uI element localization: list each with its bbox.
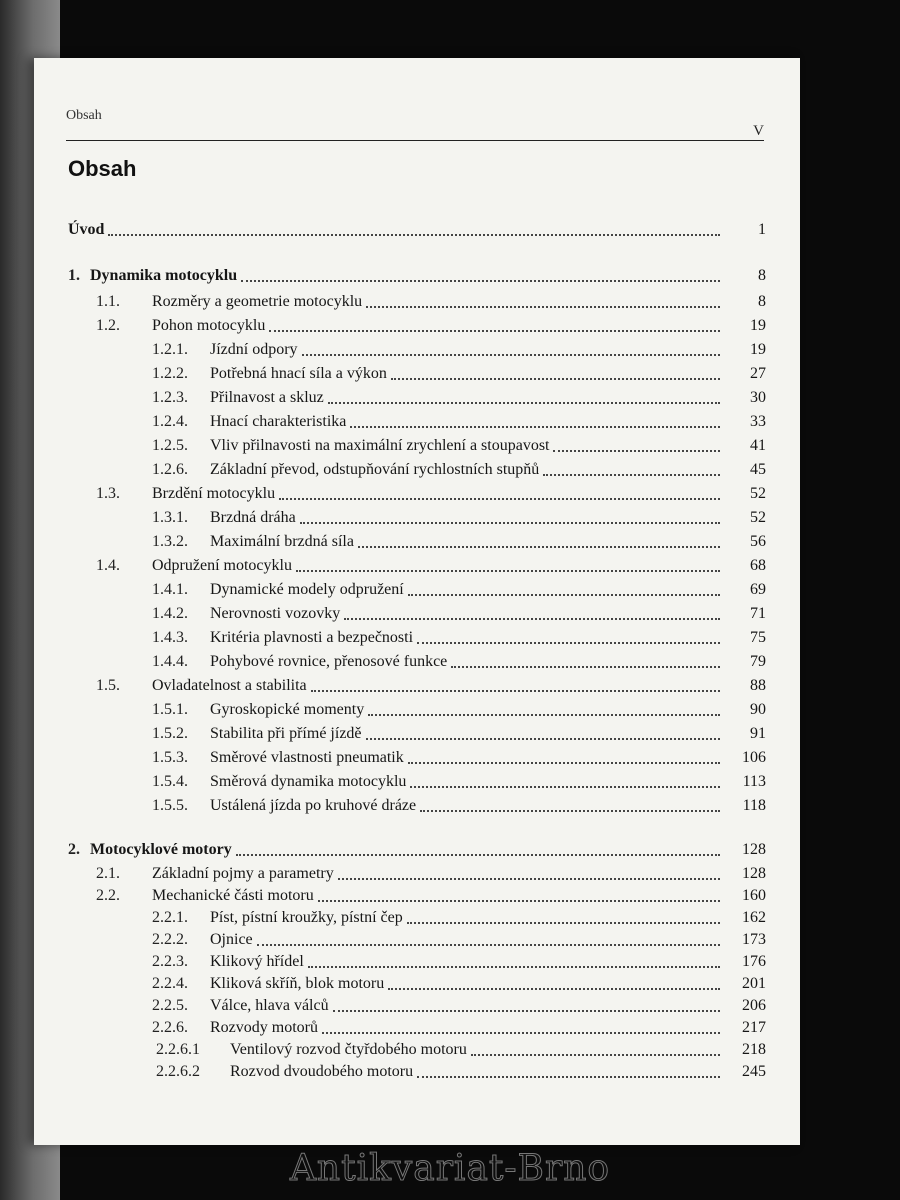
toc-entry-page: 160 <box>742 887 766 904</box>
dot-leader <box>236 854 720 856</box>
toc-entry-page: 218 <box>742 1041 766 1058</box>
dot-leader <box>338 878 720 880</box>
toc-entry-page: 162 <box>742 909 766 926</box>
toc-entry-number: 1.2.1. <box>152 341 188 358</box>
toc-entry[interactable] <box>34 1060 800 1082</box>
toc-entry-page: 52 <box>750 485 766 502</box>
toc-entry-label: Jízdní odpory <box>210 341 298 358</box>
toc-entry-number: 1.2.4. <box>152 413 188 430</box>
dot-leader <box>388 988 720 990</box>
toc-entry[interactable] <box>34 650 800 672</box>
toc-entry[interactable] <box>34 884 800 906</box>
toc-entry-label: Pohybové rovnice, přenosové funkce <box>210 653 448 670</box>
toc-entry-label: Vliv přilnavosti na maximální zrychlení a stoupavost <box>210 437 550 454</box>
toc-entry-label: Mechanické části motoru <box>152 887 314 904</box>
toc-entry-label: Nerovnosti vozovky <box>210 605 341 622</box>
toc-entry[interactable] <box>34 362 800 384</box>
toc-entry-page: 69 <box>750 581 766 598</box>
dot-leader <box>311 690 720 692</box>
dot-leader <box>300 522 720 524</box>
toc-entry-label: Úvod <box>68 221 105 238</box>
dot-leader <box>417 1076 720 1078</box>
toc-entry-label: Ustálená jízda po kruhové dráze <box>210 797 417 814</box>
toc-entry-page: 56 <box>750 533 766 550</box>
toc-entry[interactable] <box>34 746 800 768</box>
toc-entry[interactable] <box>34 290 800 312</box>
toc-entry[interactable] <box>34 722 800 744</box>
toc-entry-page: 206 <box>742 997 766 1014</box>
toc-entry-label: Kliková skříň, blok motoru <box>210 975 385 992</box>
toc-entry-page: 8 <box>758 293 766 310</box>
toc-entry-number: 2.2.3. <box>152 953 188 970</box>
toc-entry-page: 8 <box>758 267 766 284</box>
toc-entry[interactable] <box>34 698 800 720</box>
toc-entry-number: 2.2.6.1 <box>156 1041 200 1058</box>
toc-entry-page: 173 <box>742 931 766 948</box>
dot-leader <box>328 402 720 404</box>
toc-entry-number: 1.3.1. <box>152 509 188 526</box>
toc-entry[interactable] <box>34 264 800 286</box>
toc-entry-page: 217 <box>742 1019 766 1036</box>
toc-entry[interactable] <box>34 972 800 994</box>
dot-leader <box>417 642 720 644</box>
toc-entry-label: Motocyklové motory <box>90 841 232 858</box>
dot-leader <box>350 426 720 428</box>
toc-entry[interactable] <box>34 950 800 972</box>
toc-entry-page: 71 <box>750 605 766 622</box>
dot-leader <box>410 786 720 788</box>
toc-entry-page: 1 <box>758 221 766 238</box>
toc-entry-number: 1.2.5. <box>152 437 188 454</box>
toc-entry[interactable] <box>34 458 800 480</box>
toc-entry-label: Stabilita při přímé jízdě <box>210 725 362 742</box>
dot-leader <box>368 714 720 716</box>
toc-entry-page: 113 <box>742 773 766 790</box>
toc-entry[interactable] <box>34 482 800 504</box>
toc-entry[interactable] <box>34 626 800 648</box>
toc-entry-label: Klikový hřídel <box>210 953 304 970</box>
toc-entry-page: 128 <box>742 865 766 882</box>
toc-entry[interactable] <box>34 674 800 696</box>
toc-entry-label: Směrové vlastnosti pneumatik <box>210 749 404 766</box>
toc-entry[interactable] <box>34 862 800 884</box>
toc-entry-label: Rozvod dvoudobého motoru <box>230 1063 414 1080</box>
toc-entry-label: Maximální brzdná síla <box>210 533 354 550</box>
toc-entry-page: 118 <box>742 797 766 814</box>
dot-leader <box>391 378 720 380</box>
toc-entry-label: Dynamické modely odpružení <box>210 581 404 598</box>
toc-entry-page: 30 <box>750 389 766 406</box>
dot-leader <box>257 944 720 946</box>
toc-entry-page: 33 <box>750 413 766 430</box>
toc-entry-page: 45 <box>750 461 766 478</box>
toc-entry-label: Dynamika motocyklu <box>90 267 238 284</box>
toc-entry-label: Hnací charakteristika <box>210 413 347 430</box>
toc-entry-number: 1.5.2. <box>152 725 188 742</box>
toc-entry[interactable] <box>34 928 800 950</box>
toc-entry-page: 201 <box>742 975 766 992</box>
toc-entry-number: 1.2.2. <box>152 365 188 382</box>
dot-leader <box>366 306 720 308</box>
toc-entry-number: 1.4. <box>96 557 120 574</box>
running-header-title: Obsah <box>66 108 102 123</box>
toc-entry-page: 90 <box>750 701 766 718</box>
toc-entry-number: 2.2.2. <box>152 931 188 948</box>
toc-entry-label: Základní pojmy a parametry <box>152 865 334 882</box>
toc-entry-number: 1.5. <box>96 677 120 694</box>
toc-entry[interactable] <box>34 554 800 576</box>
toc-entry-label: Přilnavost a skluz <box>210 389 324 406</box>
toc-entry[interactable] <box>34 838 800 860</box>
dot-leader <box>302 354 720 356</box>
toc-entry-label: Rozměry a geometrie motocyklu <box>152 293 363 310</box>
dot-leader <box>296 570 720 572</box>
book-page <box>34 58 800 1145</box>
toc-entry-number: 2. <box>68 841 80 858</box>
toc-entry-number: 1.1. <box>96 293 120 310</box>
toc-entry-page: 88 <box>750 677 766 694</box>
toc-entry[interactable] <box>34 1038 800 1060</box>
toc-entry-label: Ovladatelnost a stabilita <box>152 677 307 694</box>
toc-entry-label: Ojnice <box>210 931 253 948</box>
toc-entry-page: 41 <box>750 437 766 454</box>
toc-entry-label: Válce, hlava válců <box>210 997 329 1014</box>
toc-entry[interactable] <box>34 578 800 600</box>
toc-entry[interactable] <box>34 602 800 624</box>
toc-entry[interactable] <box>34 218 800 240</box>
toc-entry-page: 176 <box>742 953 766 970</box>
toc-entry-page: 106 <box>742 749 766 766</box>
toc-entry[interactable] <box>34 314 800 336</box>
toc-entry-number: 2.1. <box>96 865 120 882</box>
watermark-text: Antikvariat-Brno <box>289 1148 611 1189</box>
toc-entry-page: 27 <box>750 365 766 382</box>
dot-leader <box>451 666 720 668</box>
toc-entry-number: 2.2.4. <box>152 975 188 992</box>
toc-entry[interactable] <box>34 794 800 816</box>
dot-leader <box>318 900 720 902</box>
toc-entry-label: Píst, pístní kroužky, pístní čep <box>210 909 403 926</box>
toc-entry-number: 1.5.5. <box>152 797 188 814</box>
dot-leader <box>543 474 720 476</box>
dot-leader <box>408 762 720 764</box>
toc-entry[interactable] <box>34 1016 800 1038</box>
dot-leader <box>471 1054 720 1056</box>
dot-leader <box>322 1032 720 1034</box>
toc-entry-number: 1.5.4. <box>152 773 188 790</box>
toc-entry-label: Rozvody motorů <box>210 1019 318 1036</box>
toc-entry-number: 1.4.3. <box>152 629 188 646</box>
toc-entry-page: 91 <box>750 725 766 742</box>
toc-entry-number: 2.2.5. <box>152 997 188 1014</box>
page-number-roman: V <box>753 123 764 139</box>
toc-entry-page: 19 <box>750 341 766 358</box>
toc-entry-number: 1.4.1. <box>152 581 188 598</box>
toc-entry-page: 79 <box>750 653 766 670</box>
toc-entry-label: Brzdění motocyklu <box>152 485 276 502</box>
dot-leader <box>344 618 720 620</box>
toc-entry[interactable] <box>34 530 800 552</box>
toc-entry[interactable] <box>34 434 800 456</box>
toc-entry-number: 2.2.6.2 <box>156 1063 200 1080</box>
dot-leader <box>408 594 720 596</box>
toc-entry[interactable] <box>34 410 800 432</box>
toc-entry[interactable] <box>34 386 800 408</box>
toc-entry-number: 2.2.6. <box>152 1019 188 1036</box>
toc-entry[interactable] <box>34 906 800 928</box>
toc-entry-number: 1. <box>68 267 80 284</box>
toc-entry-number: 2.2.1. <box>152 909 188 926</box>
dot-leader <box>108 234 720 236</box>
dot-leader <box>420 810 720 812</box>
toc-entry-label: Směrová dynamika motocyklu <box>210 773 407 790</box>
toc-entry-number: 1.2.3. <box>152 389 188 406</box>
toc-entry-number: 1.4.2. <box>152 605 188 622</box>
toc-entry-number: 1.4.4. <box>152 653 188 670</box>
toc-entry-label: Potřebná hnací síla a výkon <box>210 365 387 382</box>
toc-entry-number: 1.5.1. <box>152 701 188 718</box>
toc-entry-label: Kritéria plavnosti a bezpečnosti <box>210 629 414 646</box>
toc-entry-number: 1.3. <box>96 485 120 502</box>
toc-entry[interactable] <box>34 770 800 792</box>
dot-leader <box>553 450 720 452</box>
dot-leader <box>308 966 720 968</box>
toc-entry-label: Pohon motocyklu <box>152 317 266 334</box>
table-of-contents <box>34 58 800 1145</box>
dot-leader <box>333 1010 720 1012</box>
toc-entry-number: 1.5.3. <box>152 749 188 766</box>
toc-entry-number: 2.2. <box>96 887 120 904</box>
toc-entry[interactable] <box>34 994 800 1016</box>
page-title: Obsah <box>68 156 137 181</box>
dot-leader <box>366 738 720 740</box>
toc-entry-label: Brzdná dráha <box>210 509 296 526</box>
toc-entry-number: 1.3.2. <box>152 533 188 550</box>
toc-entry-label: Ventilový rozvod čtyřdobého motoru <box>230 1041 467 1058</box>
toc-entry-number: 1.2. <box>96 317 120 334</box>
toc-entry-page: 245 <box>742 1063 766 1080</box>
toc-entry-number: 1.2.6. <box>152 461 188 478</box>
toc-entry-page: 128 <box>742 841 766 858</box>
toc-entry-page: 75 <box>750 629 766 646</box>
dot-leader <box>241 280 720 282</box>
dot-leader <box>279 498 720 500</box>
toc-entry-page: 52 <box>750 509 766 526</box>
toc-entry[interactable] <box>34 338 800 360</box>
toc-entry-page: 68 <box>750 557 766 574</box>
toc-entry-label: Odpružení motocyklu <box>152 557 292 574</box>
dot-leader <box>358 546 720 548</box>
toc-entry[interactable] <box>34 506 800 528</box>
toc-entry-label: Gyroskopické momenty <box>210 701 365 718</box>
toc-entry-page: 19 <box>750 317 766 334</box>
toc-entry-label: Základní převod, odstupňování rychlostních stupňů <box>210 461 540 478</box>
dot-leader <box>407 922 720 924</box>
dot-leader <box>269 330 720 332</box>
